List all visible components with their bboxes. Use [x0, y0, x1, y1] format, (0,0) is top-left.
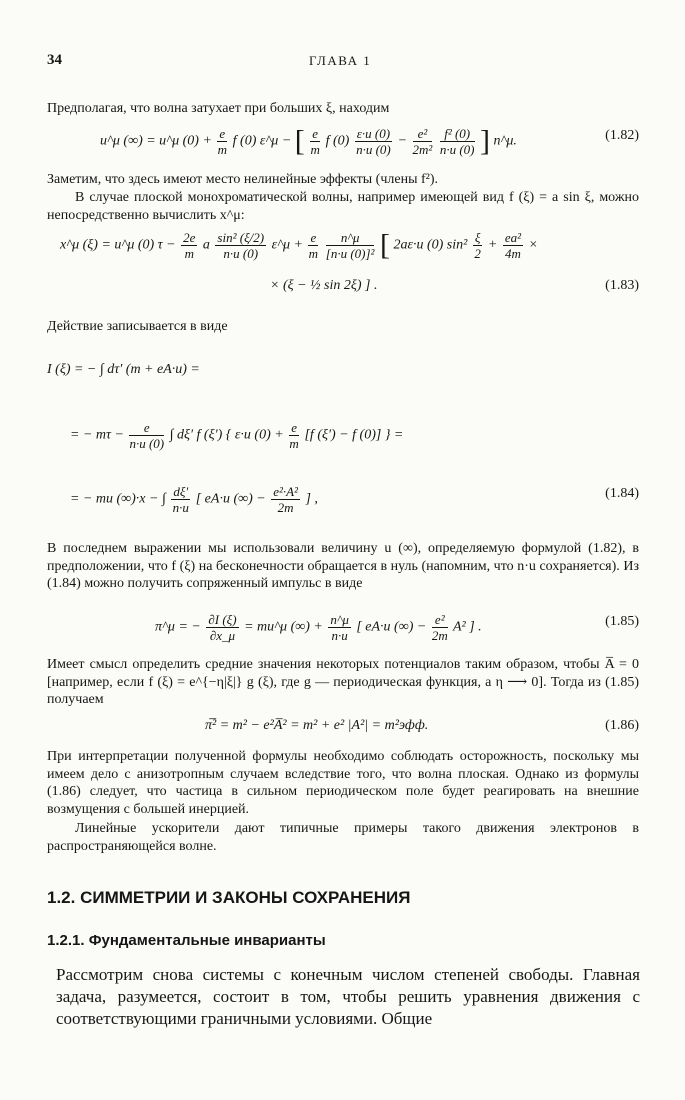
equation-number-1-82: (1.82): [605, 128, 639, 143]
chapter-title: ГЛАВА 1: [309, 53, 372, 68]
equation-number-1-85: (1.85): [605, 614, 639, 629]
paragraph-3: В случае плоской монохроматической волны, например имеющей вид f (ξ) = a sin ξ, можно непосредственно вычислить x^μ:: [47, 190, 639, 223]
equation-1-85: π^μ = − $\frac{\partial I (\xi)}{\partial x\_\mu}$ = mu^μ (∞) + $\frac{n\^{}\mu}{n\cdot u}$ [ eA·u (∞) − $\frac{\text{e²}}{2m}$ A² ] . (1.85): [155, 612, 639, 643]
paragraph-5: В последнем выражении мы использовали величину u (∞), определяемую формулой (1.82), в предположении, что f (ξ) на бесконечности обращается в нуль (напомним, что n·u сохраняется). Из (1.84) можно получить сопряженный импульс в виде: [47, 541, 639, 591]
eq185-b: = mu^μ (∞) +: [244, 619, 323, 635]
running-header: [47, 52, 639, 72]
equation-1-84-line3: = − mu (∞)·x − ∫ $\frac{d\xi'}{n\cdot u}$ [ eA·u (∞) − $\frac{\text{e²·A²}}{2m}$ ] , (1.84): [70, 484, 639, 515]
equation-number-1-83: (1.83): [605, 278, 639, 293]
eq183-lhs: x^μ (ξ) = u^μ (0) τ −: [60, 237, 176, 253]
eq184-l3a: = − mu (∞)·x − ∫: [70, 491, 166, 507]
eq184-l2a: = − mτ −: [70, 427, 124, 443]
eq184-l1: I (ξ) = − ∫ dτ′ (m + eA·u) =: [47, 362, 200, 377]
eq185-c: [ eA·u (∞) −: [356, 619, 427, 635]
eq184-l2c: [f (ξ′) − f (0)] } =: [304, 427, 404, 443]
equation-1-83: x^μ (ξ) = u^μ (0) τ − $\frac{2e}{m}$ a $\frac{\text{sin² (ξ/2)}}{n\cdot u (0)}$ ε^μ + $\frac{e}{m}$ $\frac{n\^{}\mu}{\text{[n·u (0)]²}}$ [ 2aε·u (0) sin² $\frac{\xi}{2}$ + $\frac{\text{ea²}}{4m}$ ×: [60, 228, 538, 262]
equation-1-84-line1: [47, 360, 639, 380]
eq184-l2b: ∫ dξ′ f (ξ′) { ε·u (0) +: [169, 427, 284, 443]
paragraph-8: Линейные ускорители дают типичные примеры такого движения электронов в распространяющейся волне.: [47, 821, 639, 854]
fraction-e-over-m: $\frac{e}{m}$: [217, 126, 227, 157]
equation-1-84-line2: = − mτ − $\frac{e}{n\cdot u (0)}$ ∫ dξ′ f (ξ′) { ε·u (0) + $\frac{e}{m}$ [f (ξ′) − f (0)] } =: [70, 420, 404, 451]
eq185-d: A² ] .: [452, 619, 482, 635]
paragraph-7: При интерпретации полученной формулы необходимо соблюдать осторожность, поскольку мы имеем дело с анизотропным случаем вследствие того, что волна плоская. Однако из формулы (1.86) следует, что частица в сильном периодическом поле будет реагировать на внешние возмущения с большей инерцией.: [47, 749, 639, 817]
section-heading: 1.2. СИММЕТРИИ И ЗАКОНЫ СОХРАНЕНИЯ: [47, 888, 411, 907]
paragraph-6: Имеет смысл определить средние значения некоторых потенциалов таким образом, чтобы A̅ = 0 [например, если f (ξ) = e^{−η|ξ|} g (ξ), где g — периодическая функция, а η ⟶ 0]. Тогда из (1.85) получаем: [47, 657, 639, 707]
equation-number-1-86: (1.86): [605, 718, 639, 733]
eq184-l3b: [ eA·u (∞) −: [195, 491, 266, 507]
eq182-lhs: u^μ (∞) = u^μ (0) +: [100, 133, 212, 149]
equation-number-1-84: (1.84): [605, 486, 639, 501]
eq186: π̅² = m² − e²A̅² = m² + e² |A²| = m²эфф.: [205, 718, 429, 733]
equation-1-83-line2: [270, 276, 639, 296]
equation-1-82: u^μ (∞) = u^μ (0) + $\frac{e}{m}$ f (0) ε^μ − [ $\frac{e}{m}$ f (0) $\frac{\varepsilon\cdot u (0)}{n\cdot u (0)}$ − $\frac{\text{e²}}{\text{2m²}}$ $\frac{\text{f² (0)}}{n\cdot u (0)}$ ] n^μ. (1.82): [100, 124, 639, 158]
subsection-heading: 1.2.1. Фундаментальные инварианты: [47, 932, 326, 949]
paragraph-9: Рассмотрим снова системы с конечным числом степеней свободы. Главная задача, разумеется, состоит в том, чтобы решить уравнения движения с соответствующими граничными условиями. Общие: [56, 965, 640, 1028]
paragraph-4: Действие записывается в виде: [47, 319, 228, 334]
eq184-l3c: ] ,: [305, 491, 318, 507]
paragraph-2: Заметим, что здесь имеют место нелинейные эффекты (члены f²).: [47, 172, 438, 187]
paragraph-1: Предполагая, что волна затухает при больших ξ, находим: [47, 101, 390, 116]
eq185-lhs: π^μ = −: [155, 619, 201, 635]
equation-1-86: [205, 716, 639, 736]
page-number: 34: [47, 52, 62, 68]
eq182-tail: n^μ.: [493, 133, 517, 149]
eq182-mid: f (0) ε^μ −: [232, 133, 292, 149]
eq183-line2: × (ξ − ½ sin 2ξ) ] .: [270, 278, 378, 293]
